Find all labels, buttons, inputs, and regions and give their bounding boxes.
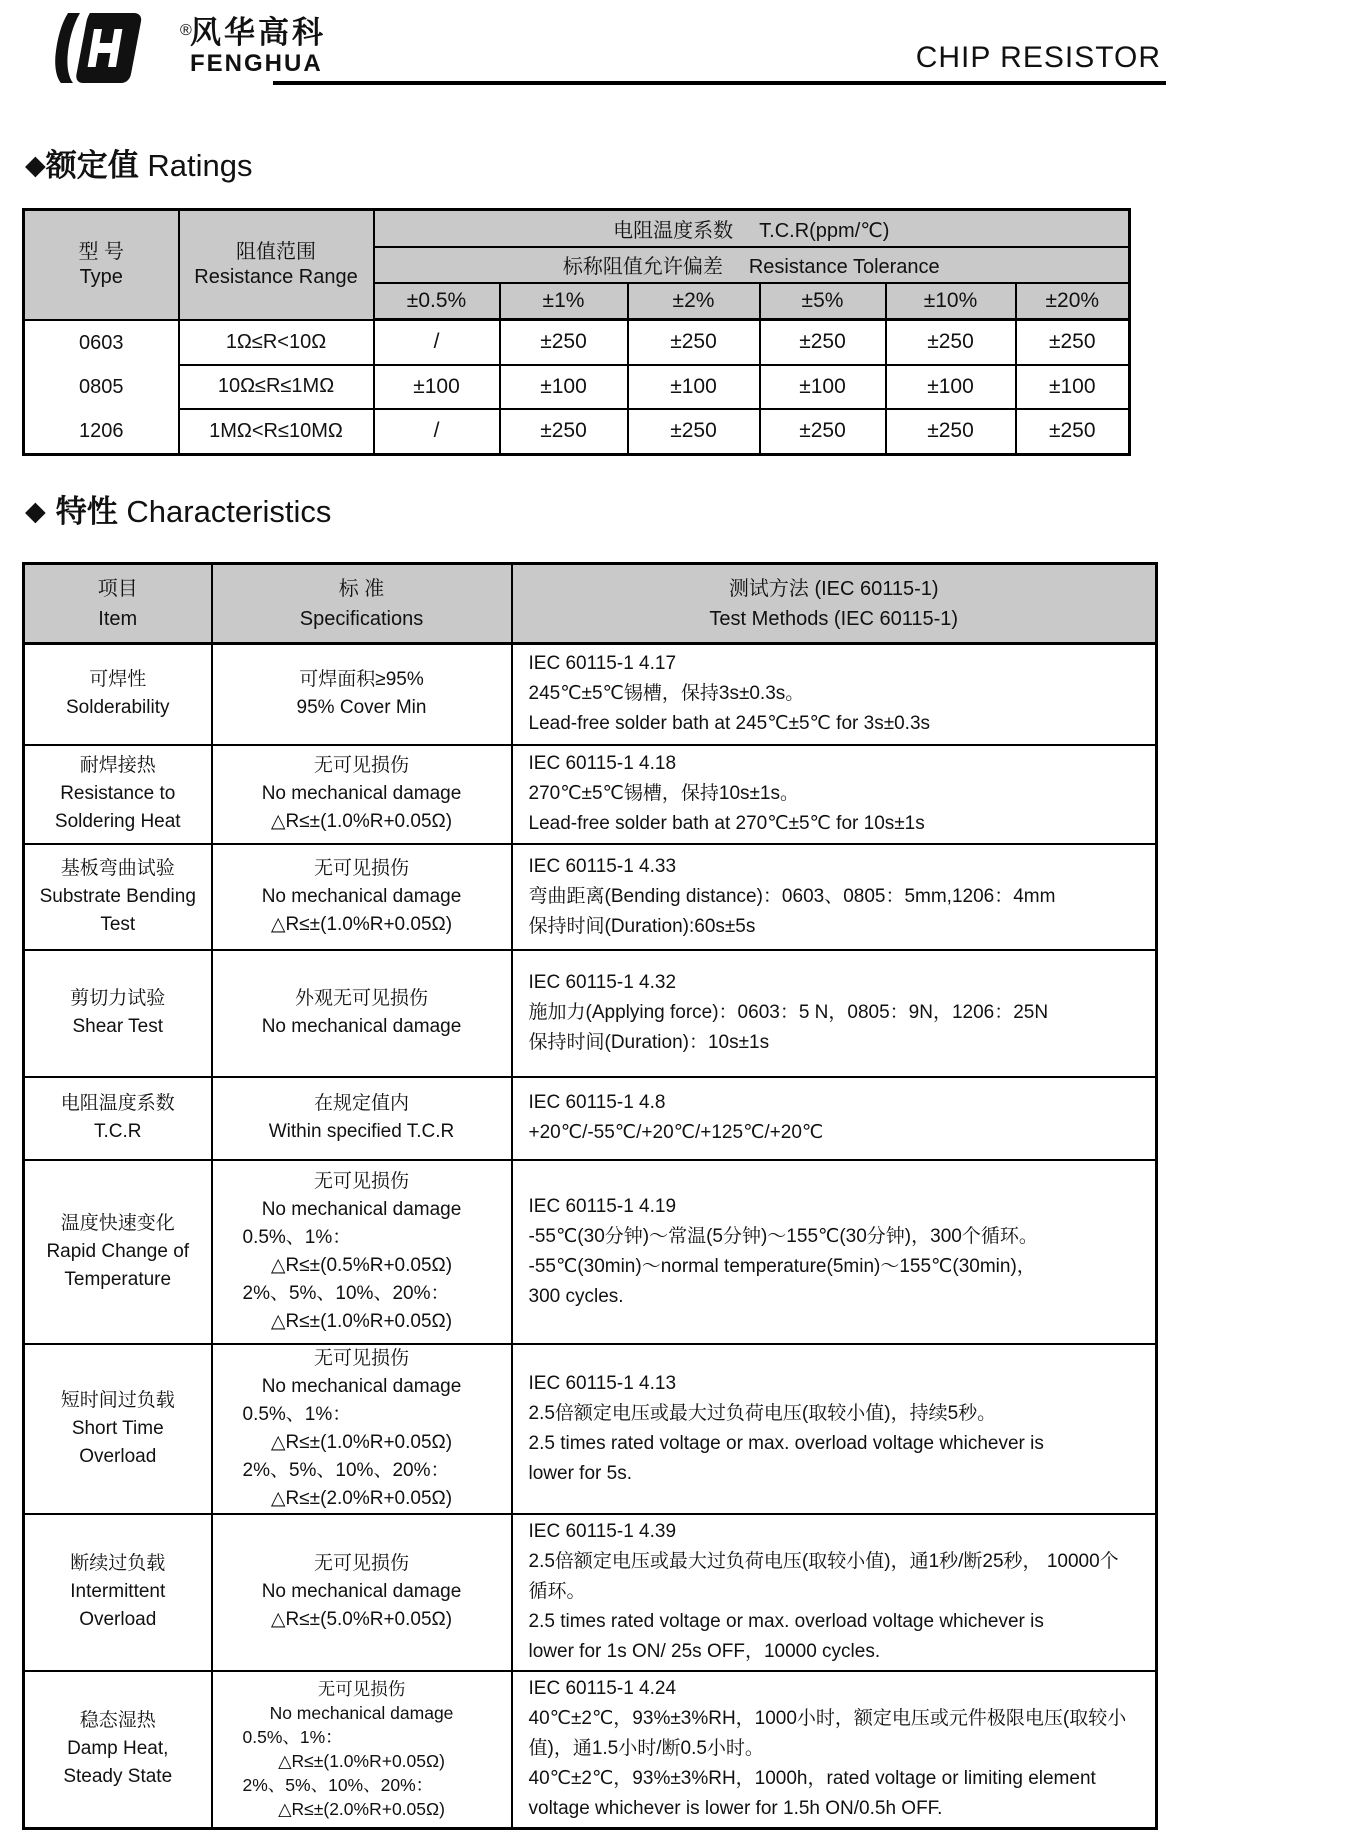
tolerance-col: ±1%	[500, 283, 628, 320]
item-line: Substrate Bending	[39, 885, 196, 907]
characteristics-tbody	[24, 644, 1157, 1829]
method-line: lower for 5s.	[528, 1462, 632, 1484]
tcr-value: ±250	[760, 320, 886, 365]
characteristics-row	[24, 1160, 1157, 1344]
registered-mark: ®	[180, 22, 192, 39]
spec-line: △R≤±(0.5%R+0.05Ω)	[270, 1254, 453, 1276]
method-line: IEC 60115-1 4.17	[528, 653, 677, 675]
spec-line: △R≤±(5.0%R+0.05Ω)	[270, 1609, 453, 1630]
spec-line: No mechanical damage	[261, 1581, 462, 1602]
method-line: Lead-free solder bath at 245℃±5℃ for 3s±0.3s	[528, 713, 931, 735]
spec-cell	[212, 844, 512, 950]
tcr-value: ±250	[886, 409, 1016, 454]
spec-line: No mechanical damage	[261, 1198, 462, 1220]
tcr-value: ±100	[1016, 365, 1130, 409]
spec-line: 外观无可见损伤	[294, 988, 428, 1009]
item-line: 温度快速变化	[60, 1212, 175, 1234]
item-line: Intermittent	[70, 1581, 166, 1602]
header-rule	[273, 81, 1166, 85]
tcr-value: ±250	[628, 409, 760, 454]
method-line: voltage whichever is lower for 1.5h ON/0.5h OFF.	[528, 1798, 943, 1820]
item-line: Short Time	[71, 1417, 164, 1439]
item-line: Overload	[79, 1609, 157, 1630]
characteristics-heading-en: Characteristics	[117, 494, 332, 529]
spec-line: Within specified T.C.R	[268, 1121, 455, 1142]
method-line: IEC 60115-1 4.24	[528, 1678, 677, 1700]
item-line: 短时间过负载	[60, 1389, 175, 1411]
logo-text	[190, 15, 326, 77]
method-cell	[512, 644, 1157, 745]
method-line: 循环。	[528, 1581, 586, 1602]
tcr-value: ±250	[886, 320, 1016, 365]
spec-cell	[212, 745, 512, 844]
method-line: IEC 60115-1 4.39	[528, 1521, 677, 1542]
spec-cell	[212, 1344, 512, 1514]
ratings-table	[22, 208, 1131, 456]
spec-line: 无可见损伤	[313, 1347, 409, 1369]
diamond-icon: ◆	[25, 496, 46, 526]
item-line: Damp Heat,	[67, 1738, 169, 1760]
tcr-value: ±100	[760, 365, 886, 409]
item-cell	[24, 1514, 212, 1671]
item-line: 断续过负载	[70, 1553, 166, 1574]
item-cell	[24, 950, 212, 1077]
item-cell	[24, 1344, 212, 1514]
characteristics-row	[24, 1514, 1157, 1671]
characteristics-row	[24, 745, 1157, 844]
tcr-value: /	[374, 409, 500, 454]
spec-line: 0.5%、1%：	[242, 1403, 352, 1425]
item-cell	[24, 745, 212, 844]
characteristics-row	[24, 1671, 1157, 1829]
spec-line: No mechanical damage	[261, 885, 462, 907]
method-line: IEC 60115-1 4.8	[528, 1092, 666, 1113]
method-line: 2.5倍额定电压或最大过负荷电压(取较小值)，持续5秒。	[528, 1402, 997, 1424]
spec-line: △R≤±(1.0%R+0.05Ω)	[270, 1431, 453, 1453]
item-cell	[24, 844, 212, 950]
method-column-header: 测试方法 (IEC 60115-1) Test Methods (IEC 60115-1)	[512, 564, 1157, 644]
spec-cell	[212, 1671, 512, 1829]
item-line: 剪切力试验	[70, 988, 166, 1009]
item-line: Soldering Heat	[54, 811, 181, 832]
tcr-value: ±100	[886, 365, 1016, 409]
method-line: 2.5 times rated voltage or max. overload voltage whichever is	[528, 1432, 1044, 1454]
characteristics-table	[22, 562, 1158, 1830]
method-line: 弯曲距离(Bending distance)：0603、0805：5mm,1206：4mm	[528, 885, 1056, 907]
method-line: IEC 60115-1 4.33	[528, 855, 677, 877]
tolerance-col: ±0.5%	[374, 283, 500, 320]
item-line: Temperature	[64, 1268, 172, 1290]
tolerance-col: ±20%	[1016, 283, 1130, 320]
spec-line: △R≤±(2.0%R+0.05Ω)	[278, 1799, 445, 1820]
characteristics-heading	[25, 486, 331, 531]
tcr-value: /	[374, 320, 500, 365]
fenghua-logo	[52, 12, 326, 84]
spec-line: 无可见损伤	[313, 1553, 409, 1574]
spec-cell	[212, 1514, 512, 1671]
tcr-value: ±250	[628, 320, 760, 365]
tolerance-col: ±10%	[886, 283, 1016, 320]
item-line: Resistance to	[60, 783, 176, 804]
spec-line: 无可见损伤	[313, 1170, 409, 1192]
spec-line: 无可见损伤	[313, 755, 409, 776]
method-line: 施加力(Applying force)：0603：5 N，0805：9N，1206：25N	[528, 1002, 1049, 1023]
spec-line: 可焊面积≥95%	[299, 669, 424, 691]
range-cell: 1MΩ<R≤10MΩ	[179, 409, 374, 454]
item-cell	[24, 1671, 212, 1829]
item-line: 耐焊接热	[79, 755, 156, 776]
method-cell	[512, 844, 1157, 950]
characteristics-row	[24, 1077, 1157, 1160]
spec-line: 在规定值内	[313, 1093, 409, 1114]
method-line: IEC 60115-1 4.32	[528, 972, 677, 993]
type-column-header: 型 号 Type	[24, 210, 179, 320]
item-cell	[24, 1077, 212, 1160]
method-line: 保持时间(Duration):60s±5s	[528, 915, 756, 937]
tcr-value: ±100	[500, 365, 628, 409]
tcr-value: ±250	[500, 409, 628, 454]
characteristics-header-row	[24, 564, 1157, 644]
method-line: 2.5倍额定电压或最大过负荷电压(取较小值)，通1秒/断25秒， 10000个	[528, 1551, 1119, 1572]
tcr-value: ±250	[760, 409, 886, 454]
spec-line: No mechanical damage	[261, 1016, 462, 1037]
method-cell	[512, 745, 1157, 844]
ratings-row	[24, 365, 1130, 409]
item-cell	[24, 644, 212, 745]
method-line: -55℃(30min)～normal temperature(5min)～155℃(30min)，	[528, 1255, 1036, 1277]
diamond-icon: ◆	[25, 150, 46, 180]
spec-line: 无可见损伤	[317, 1679, 406, 1700]
method-cell	[512, 1671, 1157, 1829]
ratings-heading-en: Ratings	[138, 148, 253, 183]
item-line: 电阻温度系数	[60, 1093, 175, 1114]
tcr-value: ±250	[500, 320, 628, 365]
tcr-value: ±250	[1016, 320, 1130, 365]
spec-line: No mechanical damage	[261, 1375, 462, 1397]
spec-cell	[212, 950, 512, 1077]
characteristics-row	[24, 844, 1157, 950]
spec-line: △R≤±(2.0%R+0.05Ω)	[270, 1487, 453, 1509]
characteristics-row	[24, 1344, 1157, 1514]
method-line: 40℃±2℃，93%±3%RH，1000h，rated voltage or limiting element	[528, 1768, 1096, 1790]
spec-cell	[212, 644, 512, 745]
item-line: Rapid Change of	[46, 1240, 190, 1262]
characteristics-row	[24, 644, 1157, 745]
spec-cell	[212, 1160, 512, 1344]
method-line: IEC 60115-1 4.19	[528, 1195, 677, 1217]
fenghua-logo-icon	[52, 12, 192, 84]
method-line: 值)，通1.5小时/断0.5小时。	[528, 1738, 764, 1760]
spec-line: △R≤±(1.0%R+0.05Ω)	[270, 811, 453, 832]
spec-line: 0.5%、1%：	[242, 1727, 343, 1748]
method-line: +20℃/-55℃/+20℃/+125℃/+20℃	[528, 1122, 824, 1143]
item-line: T.C.R	[94, 1121, 142, 1142]
characteristics-heading-zh: 特性	[55, 494, 118, 530]
ratings-row	[24, 409, 1130, 454]
item-line: Test	[100, 913, 136, 935]
method-line: 40℃±2℃，93%±3%RH，1000小时，额定电压或元件极限电压(取较小	[528, 1708, 1127, 1730]
item-line: Steady State	[63, 1766, 173, 1788]
spec-line: 2%、5%、10%、20%：	[242, 1282, 450, 1304]
tolerance-header: 标称阻值允许偏差 Resistance Tolerance	[374, 247, 1130, 283]
spec-column-header: 标 准 Specifications	[212, 564, 512, 644]
spec-line: △R≤±(1.0%R+0.05Ω)	[270, 913, 453, 935]
item-line: 基板弯曲试验	[60, 857, 175, 879]
method-line: 245℃±5℃锡槽，保持3s±0.3s。	[528, 683, 805, 705]
ratings-heading-zh: 额定值	[45, 148, 139, 184]
method-line: IEC 60115-1 4.18	[528, 753, 677, 774]
tcr-header: 电阻温度系数 T.C.R(ppm/℃)	[374, 210, 1130, 247]
ratings-row	[24, 320, 1130, 365]
spec-line: 2%、5%、10%、20%：	[242, 1459, 450, 1481]
spec-line: No mechanical damage	[269, 1703, 454, 1724]
tolerance-col: ±5%	[760, 283, 886, 320]
spec-line: △R≤±(1.0%R+0.05Ω)	[278, 1751, 445, 1772]
method-cell	[512, 1160, 1157, 1344]
tcr-value: ±100	[374, 365, 500, 409]
method-line: lower for 1s ON/ 25s OFF，10000 cycles.	[528, 1641, 881, 1662]
method-cell	[512, 950, 1157, 1077]
item-line: Shear Test	[72, 1016, 163, 1037]
item-line: Overload	[79, 1445, 157, 1467]
spec-line: 95% Cover Min	[296, 697, 427, 719]
item-line: Solderability	[66, 697, 170, 719]
range-column-header: 阻值范围 Resistance Range	[179, 210, 374, 320]
spec-line: No mechanical damage	[261, 783, 462, 804]
method-cell	[512, 1077, 1157, 1160]
ratings-heading	[25, 140, 253, 185]
method-cell	[512, 1514, 1157, 1671]
item-cell	[24, 1160, 212, 1344]
spec-line: 0.5%、1%：	[242, 1226, 352, 1248]
page-title: CHIP RESISTOR	[915, 41, 1161, 74]
method-line: 270℃±5℃锡槽，保持10s±1s。	[528, 783, 799, 804]
range-cell: 10Ω≤R≤1MΩ	[179, 365, 374, 409]
spec-cell	[212, 1077, 512, 1160]
logo-latin: FENGHUA	[190, 50, 323, 77]
range-cell: 1Ω≤R<10Ω	[179, 320, 374, 365]
method-line: -55℃(30分钟)～常温(5分钟)～155℃(30分钟)，300个循环。	[528, 1225, 1038, 1247]
item-line: 可焊性	[89, 669, 147, 691]
spec-line: 无可见损伤	[313, 857, 409, 879]
spec-line: 2%、5%、10%、20%：	[242, 1775, 434, 1796]
method-line: IEC 60115-1 4.13	[528, 1372, 677, 1394]
method-line: Lead-free solder bath at 270℃±5℃ for 10s±1s	[528, 813, 925, 834]
tolerance-col: ±2%	[628, 283, 760, 320]
type-values: 0603 0805 1206	[24, 320, 179, 455]
item-line: 稳态湿热	[79, 1710, 156, 1732]
tcr-value: ±250	[1016, 409, 1130, 454]
logo-chinese: 风华高科	[190, 15, 326, 51]
spec-line: △R≤±(1.0%R+0.05Ω)	[270, 1310, 453, 1332]
method-line: 300 cycles.	[528, 1285, 624, 1307]
method-cell	[512, 1344, 1157, 1514]
method-line: 保持时间(Duration)：10s±1s	[528, 1032, 770, 1053]
tcr-value: ±100	[628, 365, 760, 409]
item-column-header: 项目 Item	[24, 564, 212, 644]
method-line: 2.5 times rated voltage or max. overload voltage whichever is	[528, 1611, 1044, 1632]
characteristics-row	[24, 950, 1157, 1077]
